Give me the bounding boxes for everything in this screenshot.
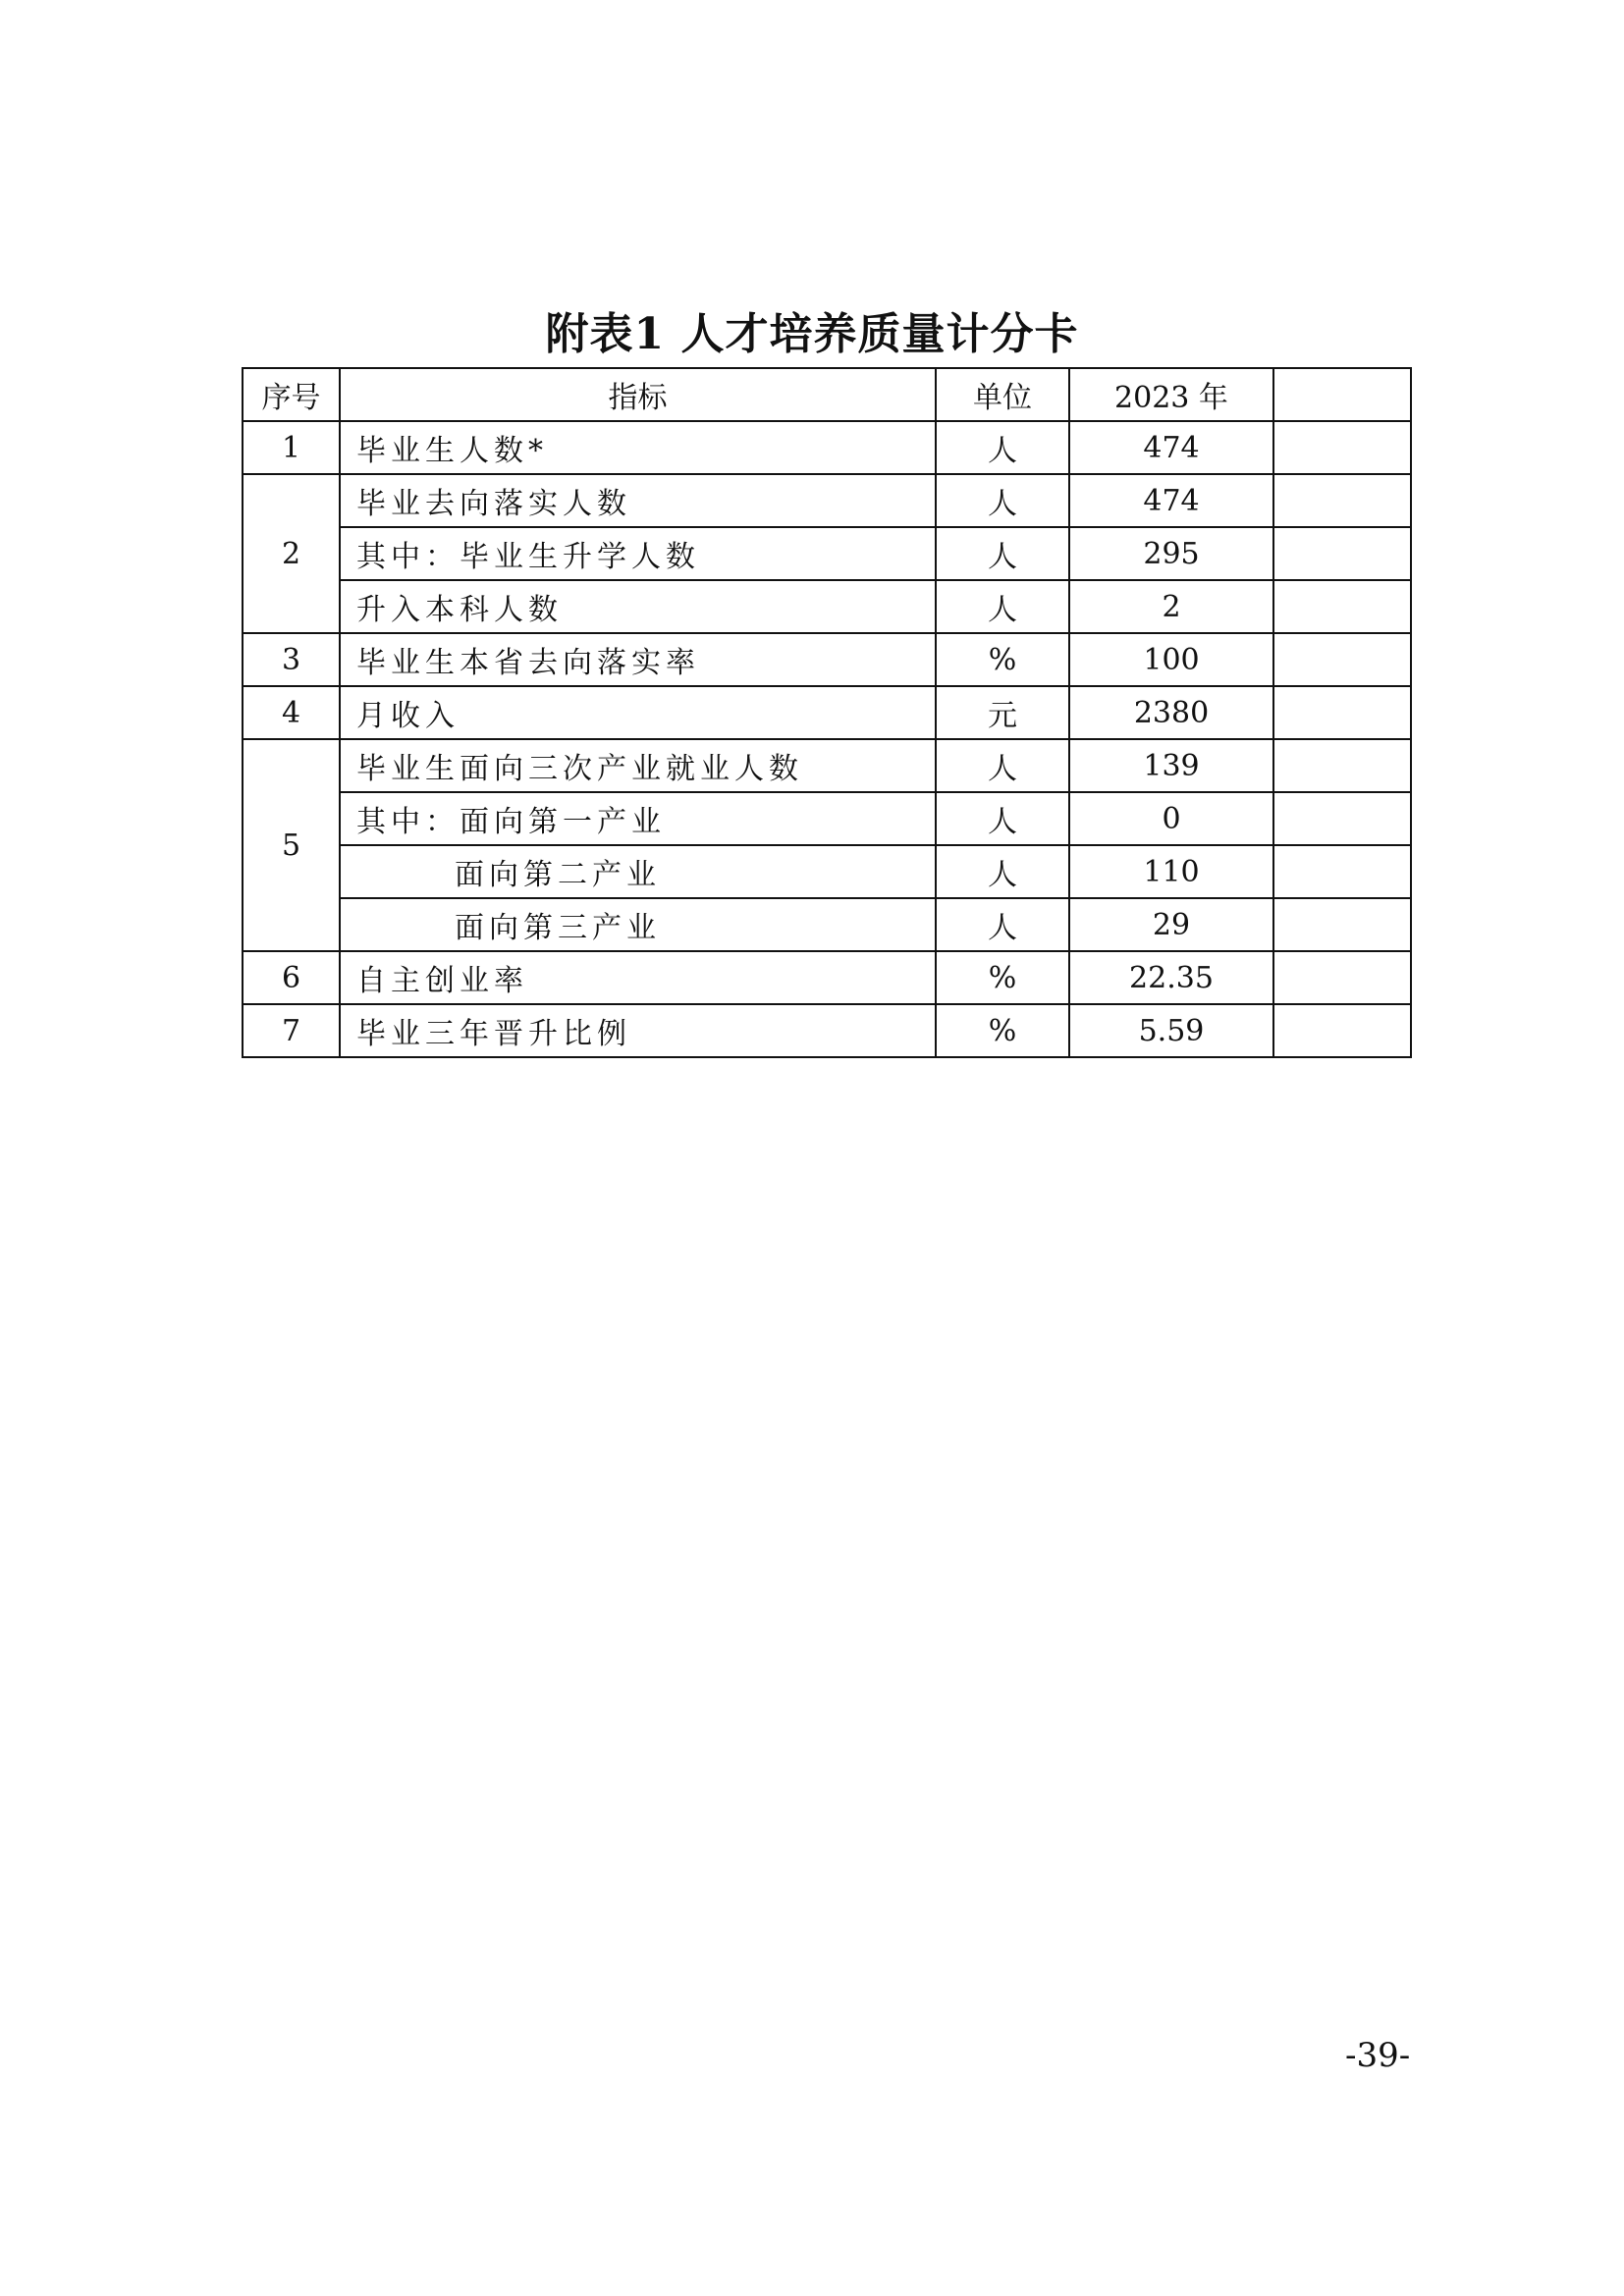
row-indicator: 面向第二产业 (340, 845, 936, 898)
row-unit: 人 (936, 527, 1069, 580)
talent-quality-scorecard-table (242, 367, 1412, 1058)
row-value: 2380 (1069, 686, 1273, 739)
row-extra (1273, 580, 1411, 633)
row-value: 295 (1069, 527, 1273, 580)
row-unit: 人 (936, 898, 1069, 951)
row-unit: 人 (936, 845, 1069, 898)
header-year: 2023 年 (1069, 368, 1273, 421)
row-value: 100 (1069, 633, 1273, 686)
row-extra (1273, 686, 1411, 739)
row-extra (1273, 527, 1411, 580)
row-unit: 人 (936, 739, 1069, 792)
row-seq: 4 (243, 686, 340, 739)
row-unit: 人 (936, 792, 1069, 845)
table-row (243, 792, 1411, 845)
row-unit: % (936, 1004, 1069, 1057)
row-value: 474 (1069, 421, 1273, 474)
table-row (243, 474, 1411, 527)
table-row (243, 739, 1411, 792)
table-row (243, 845, 1411, 898)
row-indicator: 其中：毕业生升学人数 (340, 527, 936, 580)
row-indicator: 其中：面向第一产业 (340, 792, 936, 845)
table-header-row (243, 368, 1411, 421)
row-seq: 6 (243, 951, 340, 1004)
row-seq: 7 (243, 1004, 340, 1057)
row-extra (1273, 421, 1411, 474)
row-value: 2 (1069, 580, 1273, 633)
row-unit: 人 (936, 474, 1069, 527)
row-value: 5.59 (1069, 1004, 1273, 1057)
table-row (243, 421, 1411, 474)
row-indicator: 面向第三产业 (340, 898, 936, 951)
row-value: 139 (1069, 739, 1273, 792)
table-row (243, 580, 1411, 633)
table-row (243, 527, 1411, 580)
row-extra (1273, 845, 1411, 898)
row-unit: 人 (936, 580, 1069, 633)
header-unit: 单位 (936, 368, 1069, 421)
header-extra (1273, 368, 1411, 421)
row-seq: 5 (243, 739, 340, 951)
row-indicator: 自主创业率 (340, 951, 936, 1004)
row-value: 474 (1069, 474, 1273, 527)
header-indicator: 指标 (340, 368, 936, 421)
row-extra (1273, 1004, 1411, 1057)
row-indicator: 毕业生人数* (340, 421, 936, 474)
table-row (243, 1004, 1411, 1057)
row-indicator: 升入本科人数 (340, 580, 936, 633)
row-extra (1273, 739, 1411, 792)
page-title: 附表1 人才培养质量计分卡 (545, 309, 1079, 359)
row-indicator: 月收入 (340, 686, 936, 739)
row-extra (1273, 898, 1411, 951)
row-indicator: 毕业去向落实人数 (340, 474, 936, 527)
row-indicator: 毕业生面向三次产业就业人数 (340, 739, 936, 792)
row-extra (1273, 792, 1411, 845)
row-value: 22.35 (1069, 951, 1273, 1004)
row-value: 110 (1069, 845, 1273, 898)
table-row (243, 686, 1411, 739)
table-row (243, 898, 1411, 951)
row-extra (1273, 474, 1411, 527)
row-indicator: 毕业生本省去向落实率 (340, 633, 936, 686)
row-extra (1273, 951, 1411, 1004)
row-value: 29 (1069, 898, 1273, 951)
row-extra (1273, 633, 1411, 686)
header-seq: 序号 (243, 368, 340, 421)
row-seq: 1 (243, 421, 340, 474)
row-seq: 3 (243, 633, 340, 686)
page-number: -39- (1345, 2036, 1411, 2075)
row-seq: 2 (243, 474, 340, 633)
table-row (243, 633, 1411, 686)
row-unit: % (936, 951, 1069, 1004)
row-indicator: 毕业三年晋升比例 (340, 1004, 936, 1057)
row-unit: 元 (936, 686, 1069, 739)
row-unit: % (936, 633, 1069, 686)
table-row (243, 951, 1411, 1004)
row-value: 0 (1069, 792, 1273, 845)
row-unit: 人 (936, 421, 1069, 474)
